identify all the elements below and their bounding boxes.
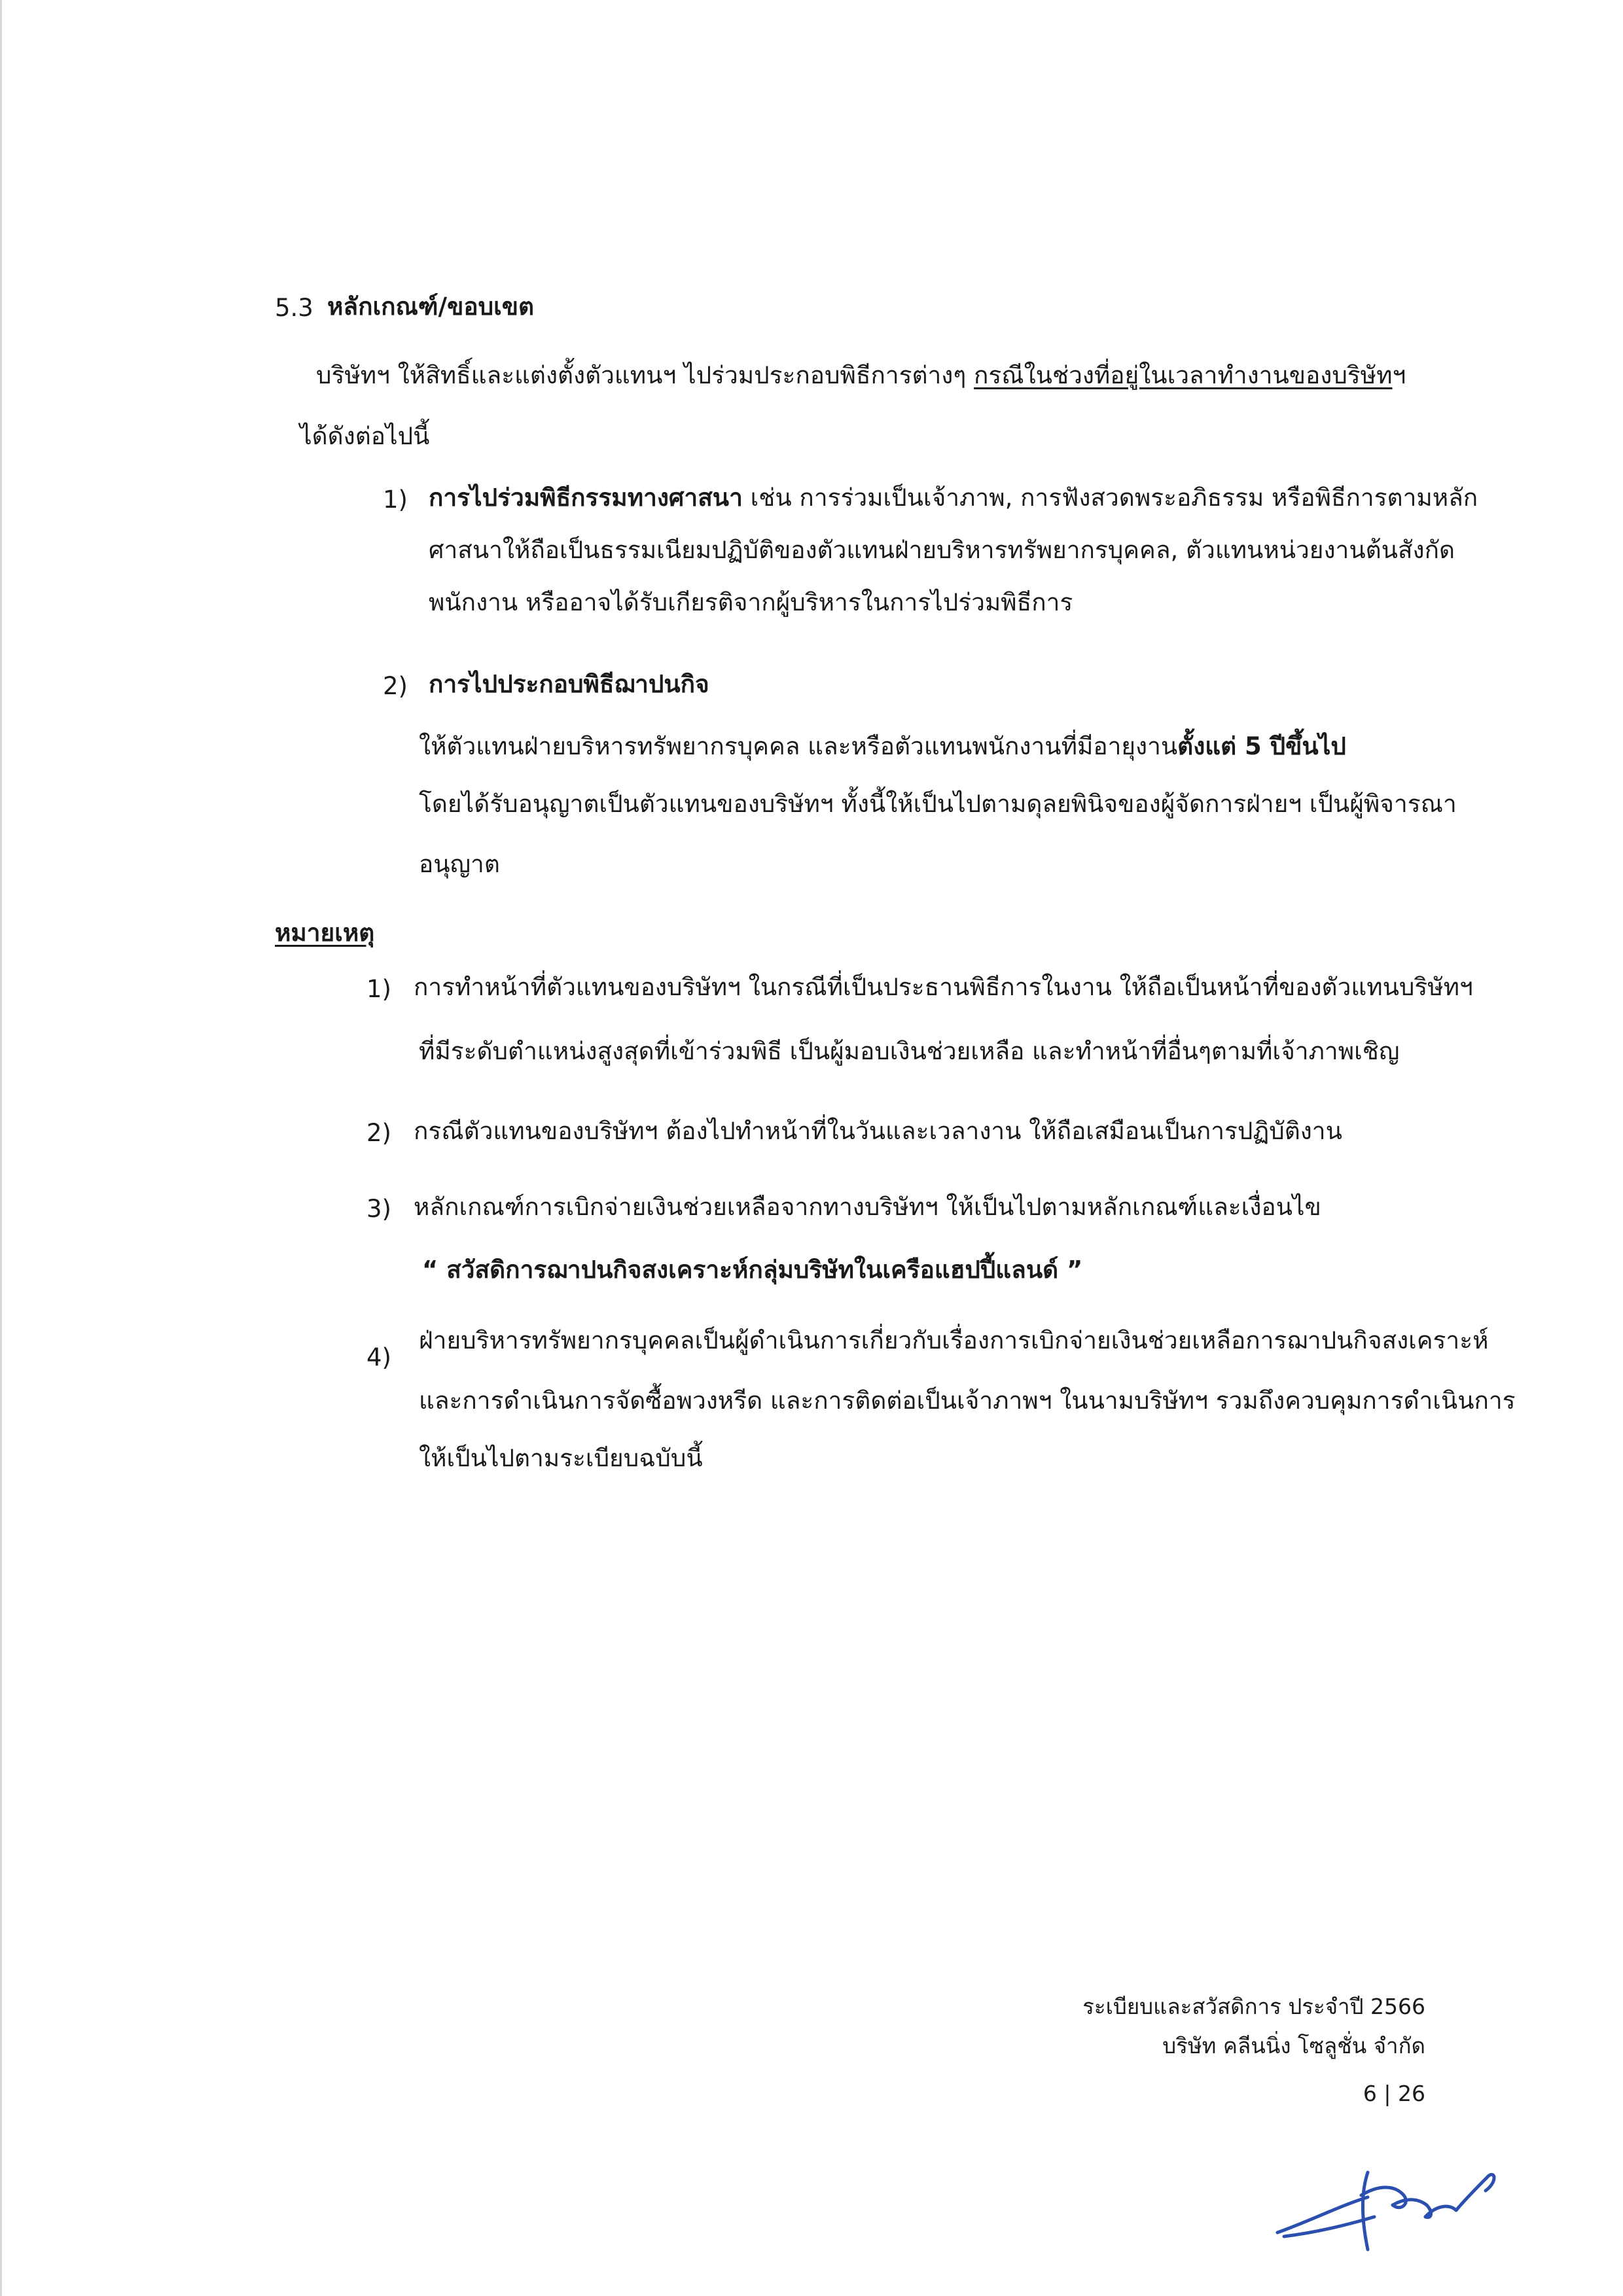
note-number: 2) bbox=[366, 1119, 391, 1147]
item-2-line-3: อนุญาต bbox=[419, 850, 500, 878]
item-1-line-1 bbox=[429, 486, 1478, 510]
section-title: หลักเกณฑ์/ขอบเขต bbox=[327, 292, 535, 321]
item-number: 2) bbox=[383, 672, 408, 700]
note-4-line-3: ให้เป็นไปตามระเบียบฉบับนี้ bbox=[419, 1444, 703, 1472]
item-1-line-3: พนักงาน หรืออาจได้รับเกียรติจากผู้บริหารในการไปร่วมพิธีการ bbox=[429, 588, 1073, 616]
item-2-line-2: โดยได้รับอนุญาตเป็นตัวแทนของบริษัทฯ ทั้งนี้ให้เป็นไปตามดุลยพินิจของผู้จัดการฝ่ายฯ เป็นผู้พิจารณา bbox=[419, 790, 1457, 818]
note-number: 3) bbox=[366, 1195, 391, 1223]
scan-left-edge bbox=[0, 0, 2, 2296]
item-2-line-1 bbox=[419, 734, 1346, 758]
footer-company-name: บริษัท คลีนนิ่ง โซลูชั่น จำกัด bbox=[1162, 2033, 1425, 2058]
item-1-title: การไปร่วมพิธีกรรมทางศาสนา bbox=[429, 484, 743, 512]
note-number: 1) bbox=[366, 975, 391, 1003]
item-number: 1) bbox=[383, 486, 408, 514]
intro-underlined-text: กรณีในช่วงที่อยู่ในเวลาทำงานของบริษัท bbox=[974, 361, 1393, 389]
intro-text: บริษัทฯ ให้สิทธิ์และแต่งตั้งตัวแทนฯ ไปร่วมประกอบพิธีการต่างๆ bbox=[316, 361, 974, 389]
intro-line-2: ได้ดังต่อไปนี้ bbox=[300, 422, 430, 450]
item-1-text: เช่น การร่วมเป็นเจ้าภาพ, การฟังสวดพระอภิธรรม หรือพิธีการตามหลัก bbox=[742, 484, 1478, 512]
note-3-line-1: หลักเกณฑ์การเบิกจ่ายเงินช่วยเหลือจากทางบริษัทฯ ให้เป็นไปตามหลักเกณฑ์และเงื่อนไข bbox=[414, 1193, 1321, 1221]
intro-line-1 bbox=[316, 363, 1406, 387]
note-2-line-1: กรณีตัวแทนของบริษัทฯ ต้องไปทำหน้าที่ในวันและเวลางาน ให้ถือเสมือนเป็นการปฏิบัติงาน bbox=[414, 1117, 1342, 1145]
note-1-line-1: การทำหน้าที่ตัวแทนของบริษัทฯ ในกรณีที่เป็นประธานพิธีการในงาน ให้ถือเป็นหน้าที่ของตัวแทนบริษัทฯ bbox=[414, 973, 1473, 1001]
note-3-line-2: “ สวัสดิการฌาปนกิจสงเคราะห์กลุ่มบริษัทในเครือแฮปปี้แลนด์ ” bbox=[422, 1256, 1083, 1284]
signature-image bbox=[1270, 2159, 1505, 2257]
item-2-text: ให้ตัวแทนฝ่ายบริหารทรัพยากรบุคคล และหรือตัวแทนพนักงานที่มีอายุงาน bbox=[419, 732, 1178, 760]
note-1-line-2: ที่มีระดับตำแหน่งสูงสุดที่เข้าร่วมพิธี เป็นผู้มอบเงินช่วยเหลือ และทำหน้าที่อื่นๆตามที่เจ้าภาพเชิญ bbox=[419, 1037, 1400, 1065]
footer-document-title: ระเบียบและสวัสดิการ ประจำปี 2566 bbox=[1082, 1994, 1425, 2019]
item-2-title: การไปประกอบพิธีฌาปนกิจ bbox=[429, 670, 709, 698]
intro-suffix: ฯ bbox=[1392, 361, 1406, 389]
item-1-line-2: ศาสนาให้ถือเป็นธรรมเนียมปฏิบัติของตัวแทนฝ่ายบริหารทรัพยากรบุคคล, ตัวแทนหน่วยงานต้นสังกัด bbox=[429, 536, 1455, 564]
note-4-line-2: และการดำเนินการจัดซื้อพวงหรีด และการติดต่อเป็นเจ้าภาพฯ ในนามบริษัทฯ รวมถึงควบคุมการดำเนินการ bbox=[419, 1386, 1516, 1415]
page-number: 6 | 26 bbox=[1363, 2081, 1425, 2106]
item-2-bold-text: ตั้งแต่ 5 ปีขึ้นไป bbox=[1177, 732, 1346, 760]
note-number: 4) bbox=[366, 1343, 391, 1371]
notes-heading: หมายเหตุ bbox=[275, 919, 375, 947]
note-4-line-1: ฝ่ายบริหารทรัพยากรบุคคลเป็นผู้ดำเนินการเกี่ยวกับเรื่องการเบิกจ่ายเงินช่วยเหลือการฌาปนกิจสงเคราะห์ bbox=[419, 1326, 1489, 1354]
section-number: 5.3 bbox=[275, 294, 313, 322]
